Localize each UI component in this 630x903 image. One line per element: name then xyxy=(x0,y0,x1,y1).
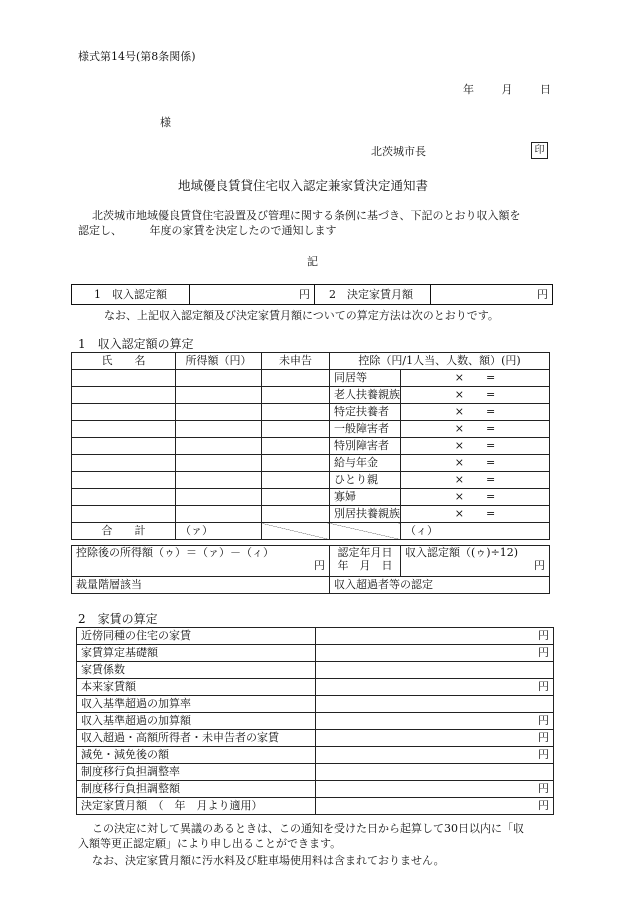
header-undeclared: 未申告 xyxy=(262,353,330,370)
deduction-label: 特定扶養者 xyxy=(330,404,401,421)
bracket-label: 裁量階層該当 xyxy=(72,577,330,594)
deduction-calc: × = xyxy=(401,489,550,506)
deduction-label: 一般障害者 xyxy=(330,421,401,438)
rent-row-value: 円 xyxy=(316,781,554,798)
deduction-label: 同居等 xyxy=(330,370,401,387)
issuer: 北茨城市長 xyxy=(371,145,426,158)
income-cell xyxy=(176,404,262,421)
rent-row xyxy=(77,696,554,713)
undeclared-cell xyxy=(262,506,330,523)
total-label: 合 計 xyxy=(72,523,176,540)
after-deduction-cell xyxy=(72,546,330,577)
deduction-row xyxy=(72,455,550,472)
deduction-calc: × = xyxy=(401,438,550,455)
income-cell xyxy=(176,421,262,438)
rent-row-value: 円 xyxy=(316,798,554,815)
deduction-row xyxy=(72,421,550,438)
total-a: （ァ） xyxy=(176,523,262,540)
rent-row xyxy=(77,747,554,764)
deduction-calc: × = xyxy=(401,455,550,472)
rent-row xyxy=(77,628,554,645)
deduction-label: 寡婦 xyxy=(330,489,401,506)
rent-row-label: 収入基準超過の加算額 xyxy=(77,713,316,730)
deduction-label: 給与年金 xyxy=(330,455,401,472)
footer-line-1: この決定に対して異議のあるときは、この通知を受けた日から起算して30日以内に「収 xyxy=(92,822,524,835)
undeclared-cell xyxy=(262,404,330,421)
rent-decided-value: 円 xyxy=(431,285,553,305)
deduction-label: 老人扶養親族 xyxy=(330,387,401,404)
name-cell xyxy=(72,489,176,506)
rent-decided-label: 2 決定家賃月額 xyxy=(315,285,431,305)
after-deduction-label: 控除後の所得額（ゥ）＝（ァ）－（ィ） xyxy=(76,546,274,559)
rent-row-value: 円 xyxy=(316,713,554,730)
income-calc-table xyxy=(71,352,550,540)
rent-row-label: 収入超過・高額所得者・未申告者の家賃 xyxy=(77,730,316,747)
section2-heading: 2 家賃の算定 xyxy=(78,612,158,626)
deduction-calc: × = xyxy=(401,506,550,523)
income-result-table xyxy=(71,545,550,594)
deduction-label: 特別障害者 xyxy=(330,438,401,455)
section1-heading: 1 収入認定額の算定 xyxy=(78,337,194,351)
income-cell xyxy=(176,438,262,455)
year-label: 年 xyxy=(463,83,474,96)
rent-row-label: 制度移行負担調整額 xyxy=(77,781,316,798)
rent-row-value: 円 xyxy=(316,730,554,747)
income-cell xyxy=(176,472,262,489)
income-cert-calc-label: 収入認定額（(ゥ)÷12) xyxy=(405,546,519,559)
header-name: 氏 名 xyxy=(72,353,176,370)
income-cert-calc-cell xyxy=(401,546,550,577)
deduction-row xyxy=(72,506,550,523)
rent-row xyxy=(77,713,554,730)
cert-date-label: 認定年月日 xyxy=(337,546,393,559)
deduction-label: ひとり親 xyxy=(330,472,401,489)
rent-row xyxy=(77,781,554,798)
income-cell xyxy=(176,370,262,387)
deduction-calc: × = xyxy=(401,404,550,421)
footer-line-2: 入額等更正認定願」により申し出ることができます。 xyxy=(78,837,342,850)
name-cell xyxy=(72,438,176,455)
header-income: 所得額（円） xyxy=(176,353,262,370)
after-deduction-unit: 円 xyxy=(314,559,325,572)
deduction-calc: × = xyxy=(401,387,550,404)
footer-line-3: なお、決定家賃月額に汚水料及び駐車場使用料は含まれておりません。 xyxy=(92,854,445,867)
summary-note: なお、上記収入認定額及び決定家賃月額についての算定方法は次のとおりです。 xyxy=(104,309,499,322)
body-line-1: 北茨城市地域優良賃貸住宅設置及び管理に関する条例に基づき、下記のとおり収入額を xyxy=(92,209,521,222)
name-cell xyxy=(72,472,176,489)
deduction-calc: × = xyxy=(401,421,550,438)
rent-row-label: 家賃算定基礎額 xyxy=(77,645,316,662)
undeclared-cell xyxy=(262,421,330,438)
date-line xyxy=(463,83,551,96)
deduction-row xyxy=(72,404,550,421)
deduction-label: 別居扶養親族 xyxy=(330,506,401,523)
rent-calc-table xyxy=(76,627,554,815)
income-cell xyxy=(176,455,262,472)
deduction-calc: × = xyxy=(401,370,550,387)
income-cell xyxy=(176,387,262,404)
cert-date-cell xyxy=(330,546,401,577)
deduction-row xyxy=(72,489,550,506)
rent-row xyxy=(77,645,554,662)
rent-row xyxy=(77,764,554,781)
day-label: 日 xyxy=(540,83,551,96)
rent-row-value xyxy=(316,764,554,781)
form-number: 様式第14号(第8条関係) xyxy=(78,50,196,63)
total-slash-1 xyxy=(262,523,330,540)
rent-row-label: 制度移行負担調整率 xyxy=(77,764,316,781)
name-cell xyxy=(72,387,176,404)
income-cert-label: 1 収入認定額 xyxy=(72,285,190,305)
rent-row-value xyxy=(316,696,554,713)
name-cell xyxy=(72,421,176,438)
income-cert-calc-unit: 円 xyxy=(534,559,545,572)
rent-row-label: 近傍同種の住宅の家賃 xyxy=(77,628,316,645)
name-cell xyxy=(72,506,176,523)
undeclared-cell xyxy=(262,489,330,506)
rent-row-value: 円 xyxy=(316,747,554,764)
income-cell xyxy=(176,489,262,506)
income-cell xyxy=(176,506,262,523)
deduction-row xyxy=(72,387,550,404)
body-line-2: 認定し、 年度の家賃を決定したので通知します xyxy=(78,224,337,237)
deduction-calc: × = xyxy=(401,472,550,489)
total-i: （ィ） xyxy=(401,523,550,540)
rent-row xyxy=(77,662,554,679)
name-cell xyxy=(72,370,176,387)
addressee-suffix: 様 xyxy=(160,116,171,129)
rent-row-value xyxy=(316,662,554,679)
header-deduction: 控除（円/1人当、人数、額）(円) xyxy=(330,353,550,370)
rent-row-label: 決定家賃月額 （ 年 月より適用） xyxy=(77,798,316,815)
rent-row-value: 円 xyxy=(316,679,554,696)
seal-mark: 印 xyxy=(531,142,548,159)
undeclared-cell xyxy=(262,438,330,455)
undeclared-cell xyxy=(262,472,330,489)
rent-row-value: 円 xyxy=(316,645,554,662)
rent-row xyxy=(77,679,554,696)
name-cell xyxy=(72,404,176,421)
deduction-row xyxy=(72,370,550,387)
rent-row-label: 減免・減免後の額 xyxy=(77,747,316,764)
deduction-row xyxy=(72,438,550,455)
rent-row-label: 家賃係数 xyxy=(77,662,316,679)
income-cert-value: 円 xyxy=(190,285,315,305)
over-income-label: 収入超過者等の認定 xyxy=(330,577,550,594)
rent-row-label: 収入基準超過の加算率 xyxy=(77,696,316,713)
undeclared-cell xyxy=(262,387,330,404)
total-slash-2 xyxy=(330,523,401,540)
rent-row xyxy=(77,798,554,815)
undeclared-cell xyxy=(262,370,330,387)
cert-date-ymd: 年 月 日 xyxy=(337,559,393,572)
document-title: 地域優良賃貸住宅収入認定兼家賃決定通知書 xyxy=(178,178,429,193)
deduction-row xyxy=(72,472,550,489)
rent-row-value: 円 xyxy=(316,628,554,645)
summary-table xyxy=(71,284,553,305)
month-label: 月 xyxy=(501,83,513,96)
rent-row-label: 本来家賃額 xyxy=(77,679,316,696)
ki-label: 記 xyxy=(307,255,318,268)
undeclared-cell xyxy=(262,455,330,472)
rent-row xyxy=(77,730,554,747)
name-cell xyxy=(72,455,176,472)
